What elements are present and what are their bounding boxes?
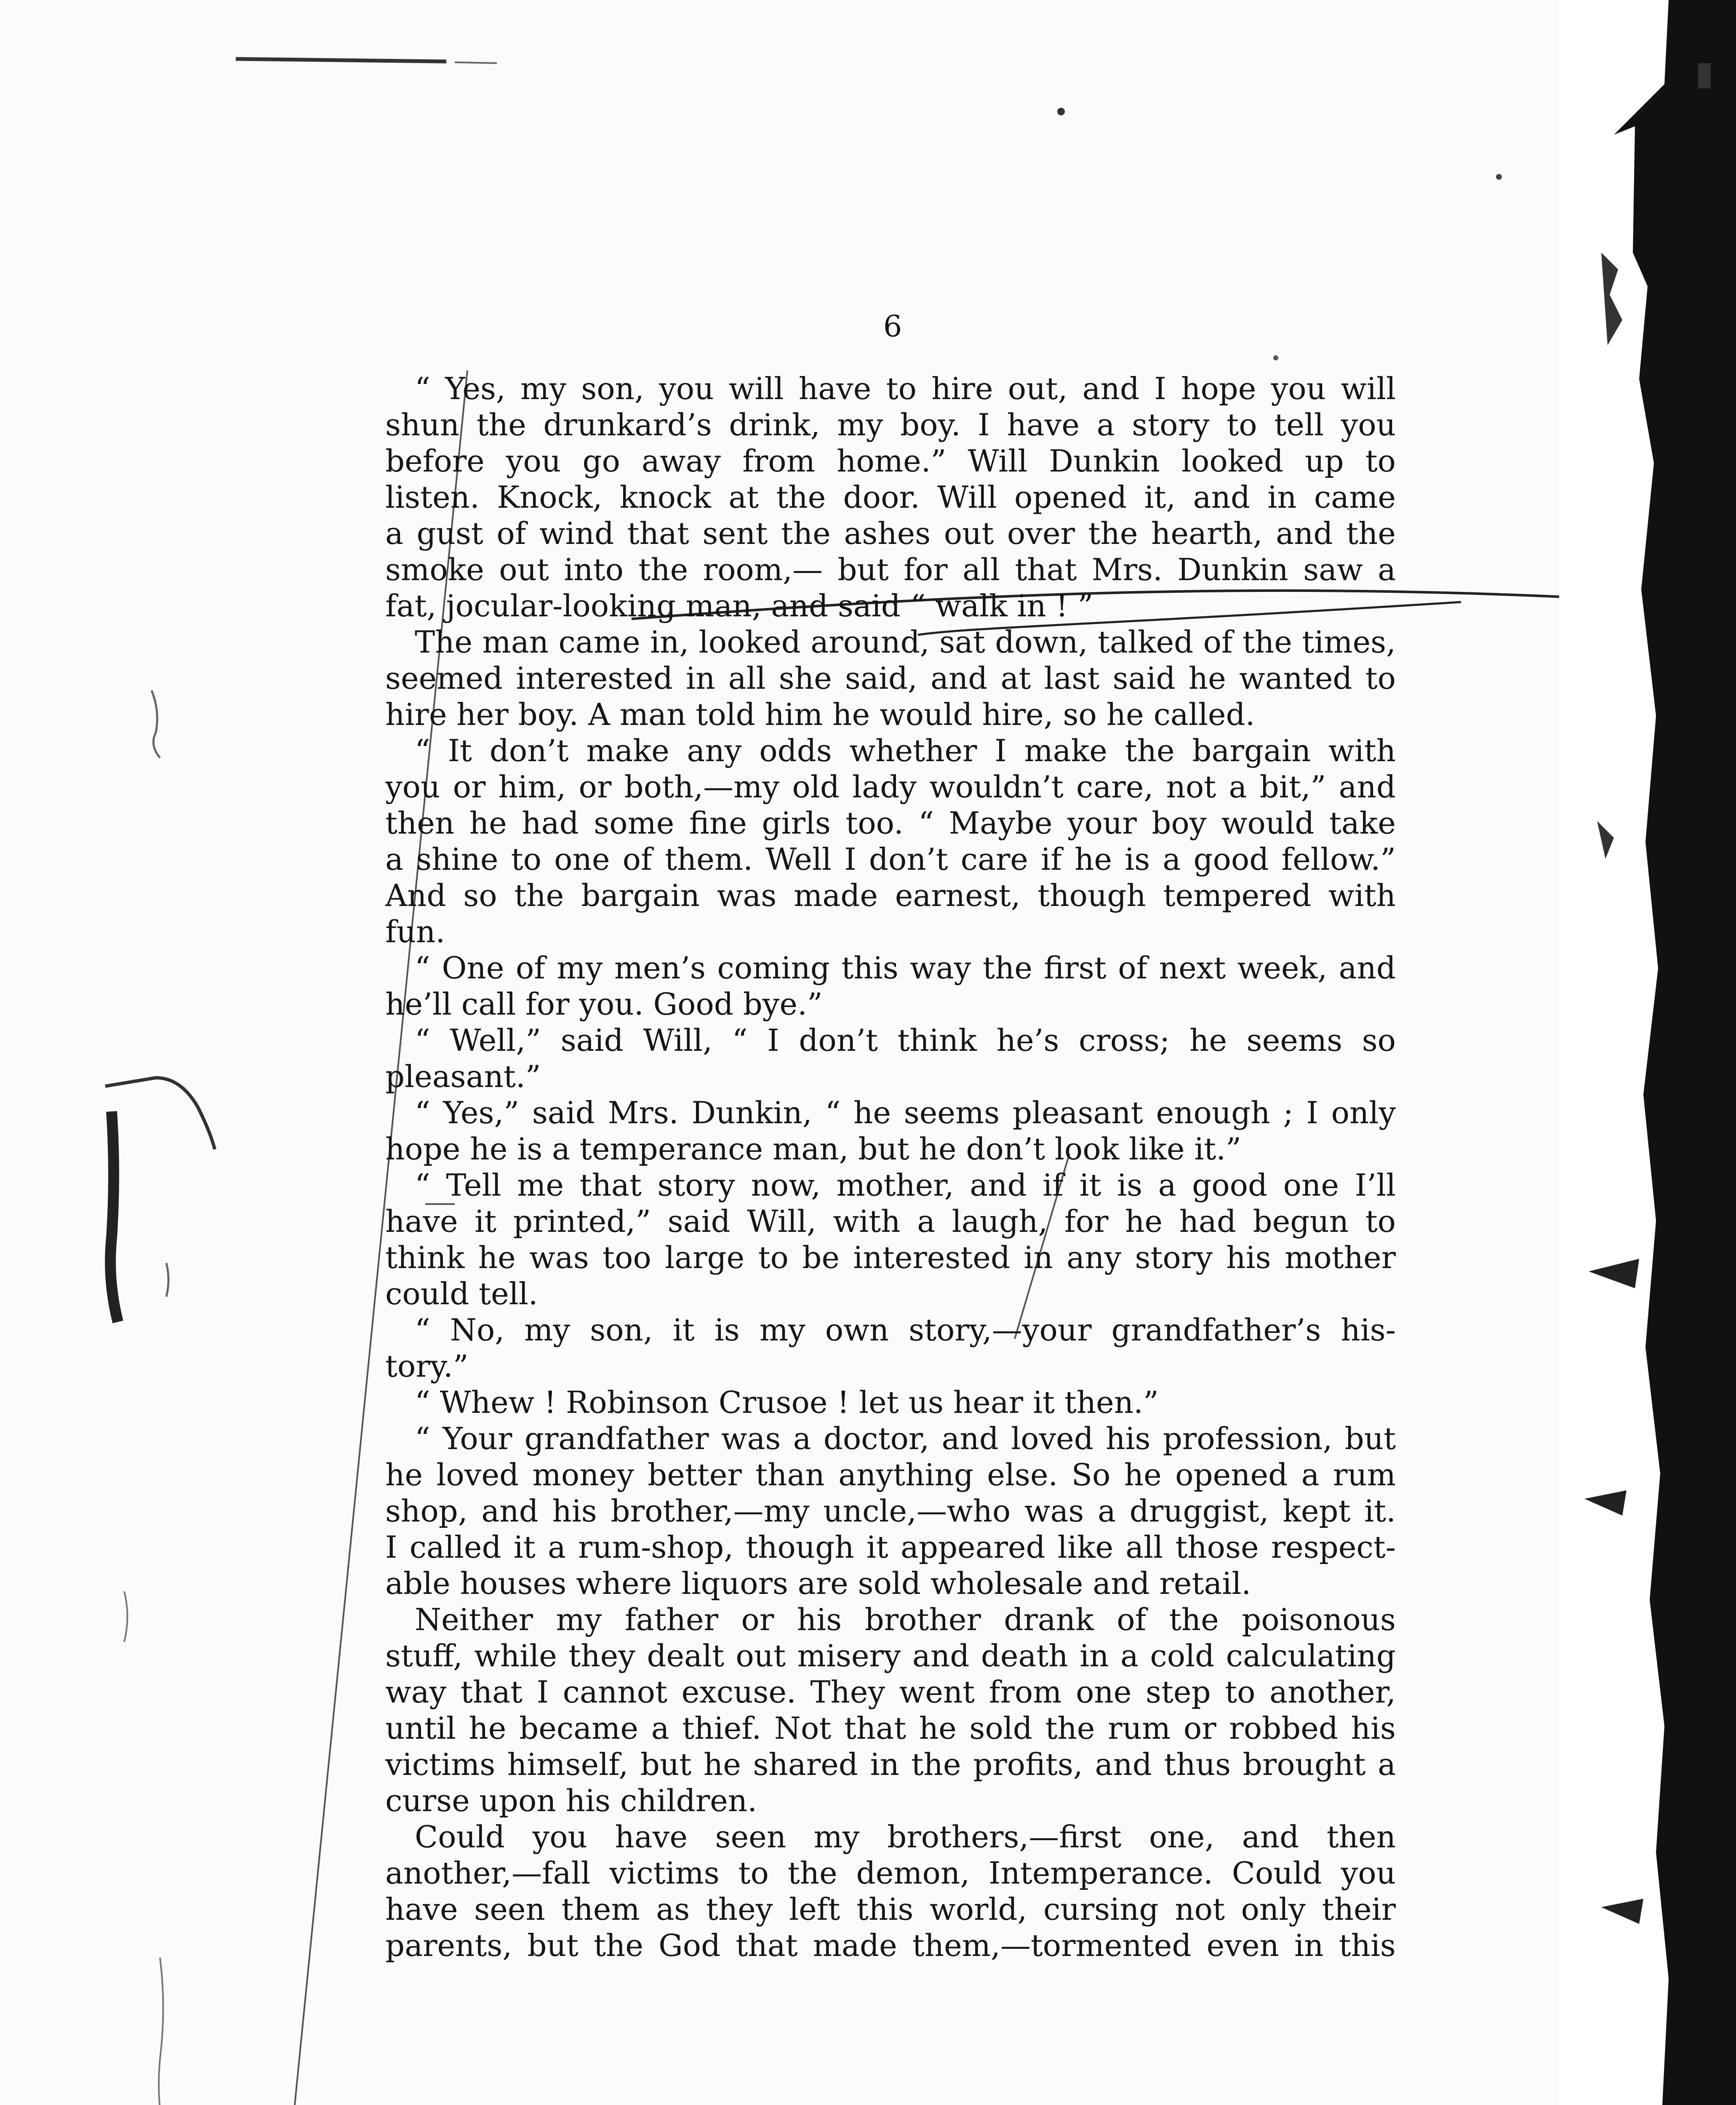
text-line: another,—fall victims to the demon, Intemperance. Could you: [385, 1855, 1396, 1891]
text-line: able houses where liquors are sold wholesale and retail.: [385, 1566, 1251, 1601]
text-line: fat, jocular-looking man, and said “ walk in ! ”: [385, 588, 1093, 624]
text-line: I called it a rum-shop, though it appeared like all those respect-: [385, 1529, 1396, 1565]
text-line: then he had some fine girls too. “ Maybe your boy would take: [385, 805, 1396, 841]
text-line: “ Yes, my son, you will have to hire out, and I hope you will: [415, 371, 1396, 406]
text-line: “ One of my men’s coming this way the first of next week, and: [415, 950, 1396, 986]
text-line: “ Yes,” said Mrs. Dunkin, “ he seems pleasant enough ; I only: [415, 1095, 1396, 1130]
text-line: think he was too large to be interested in any story his mother: [385, 1240, 1396, 1275]
text-line: he’ll call for you. Good bye.”: [385, 986, 823, 1022]
text-line: have it printed,” said Will, with a laugh, for he had begun to: [385, 1204, 1396, 1239]
text-line: “ It don’t make any odds whether I make the bargain with: [415, 733, 1396, 768]
text-line: he loved money better than anything else. So he opened a rum: [385, 1457, 1396, 1492]
text-line: “ Your grandfather was a doctor, and loved his profession, but: [415, 1421, 1396, 1456]
text-line: listen. Knock, knock at the door. Will opened it, and in came: [385, 480, 1396, 515]
text-line: a gust of wind that sent the ashes out over the hearth, and the: [385, 516, 1396, 551]
torn-binding-edge: [1559, 0, 1736, 2105]
text-line: victims himself, but he shared in the profits, and thus brought a: [385, 1747, 1396, 1782]
text-line: “ No, my son, it is my own story,—your grandfather’s his-: [415, 1312, 1396, 1348]
text-line: before you go away from home.” Will Dunkin looked up to: [385, 443, 1396, 479]
page-number: 6: [883, 309, 902, 344]
text-line: Neither my father or his brother drank of the poisonous: [415, 1602, 1396, 1637]
text-line: way that I cannot excuse. They went from one step to another,: [385, 1674, 1396, 1710]
text-line: have seen them as they left this world, cursing not only their: [385, 1892, 1396, 1927]
text-line: a shine to one of them. Well I don’t care if he is a good fellow.”: [385, 842, 1396, 877]
text-line: Could you have seen my brothers,—first one, and then: [415, 1819, 1396, 1855]
text-line: could tell.: [385, 1276, 538, 1311]
text-line: until he became a thief. Not that he sold the rum or robbed his: [385, 1711, 1396, 1746]
text-line: pleasant.”: [385, 1059, 541, 1094]
text-line: “ Whew ! Robinson Crusoe ! let us hear it then.”: [415, 1385, 1159, 1420]
text-line: parents, but the God that made them,—tormented even in this: [385, 1928, 1396, 1963]
text-line: The man came in, looked around, sat down, talked of the times,: [415, 624, 1396, 660]
text-line: curse upon his children.: [385, 1783, 757, 1818]
text-line: tory.”: [385, 1348, 469, 1384]
text-line: shop, and his brother,—my uncle,—who was a druggist, kept it.: [385, 1493, 1396, 1529]
text-line: And so the bargain was made earnest, though tempered with: [385, 878, 1396, 913]
text-line: fun.: [385, 914, 445, 949]
body-text: [385, 370, 1396, 1964]
text-line: “ Well,” said Will, “ I don’t think he’s cross; he seems so: [415, 1023, 1396, 1058]
text-line: shun the drunkard’s drink, my boy. I have a story to tell you: [385, 407, 1396, 442]
text-line: hope he is a temperance man, but he don’t look like it.”: [385, 1131, 1241, 1167]
text-line: stuff, while they dealt out misery and death in a cold calculating: [385, 1638, 1396, 1673]
text-line: smoke out into the room,— but for all that Mrs. Dunkin saw a: [385, 552, 1396, 587]
text-line: you or him, or both,—my old lady wouldn’t care, not a bit,” and: [385, 769, 1396, 805]
text-line: hire her boy. A man told him he would hire, so he called.: [385, 697, 1255, 732]
text-line: seemed interested in all she said, and at last said he wanted to: [385, 661, 1396, 696]
text-line: “ Tell me that story now, mother, and if it is a good one I’ll: [415, 1167, 1396, 1203]
